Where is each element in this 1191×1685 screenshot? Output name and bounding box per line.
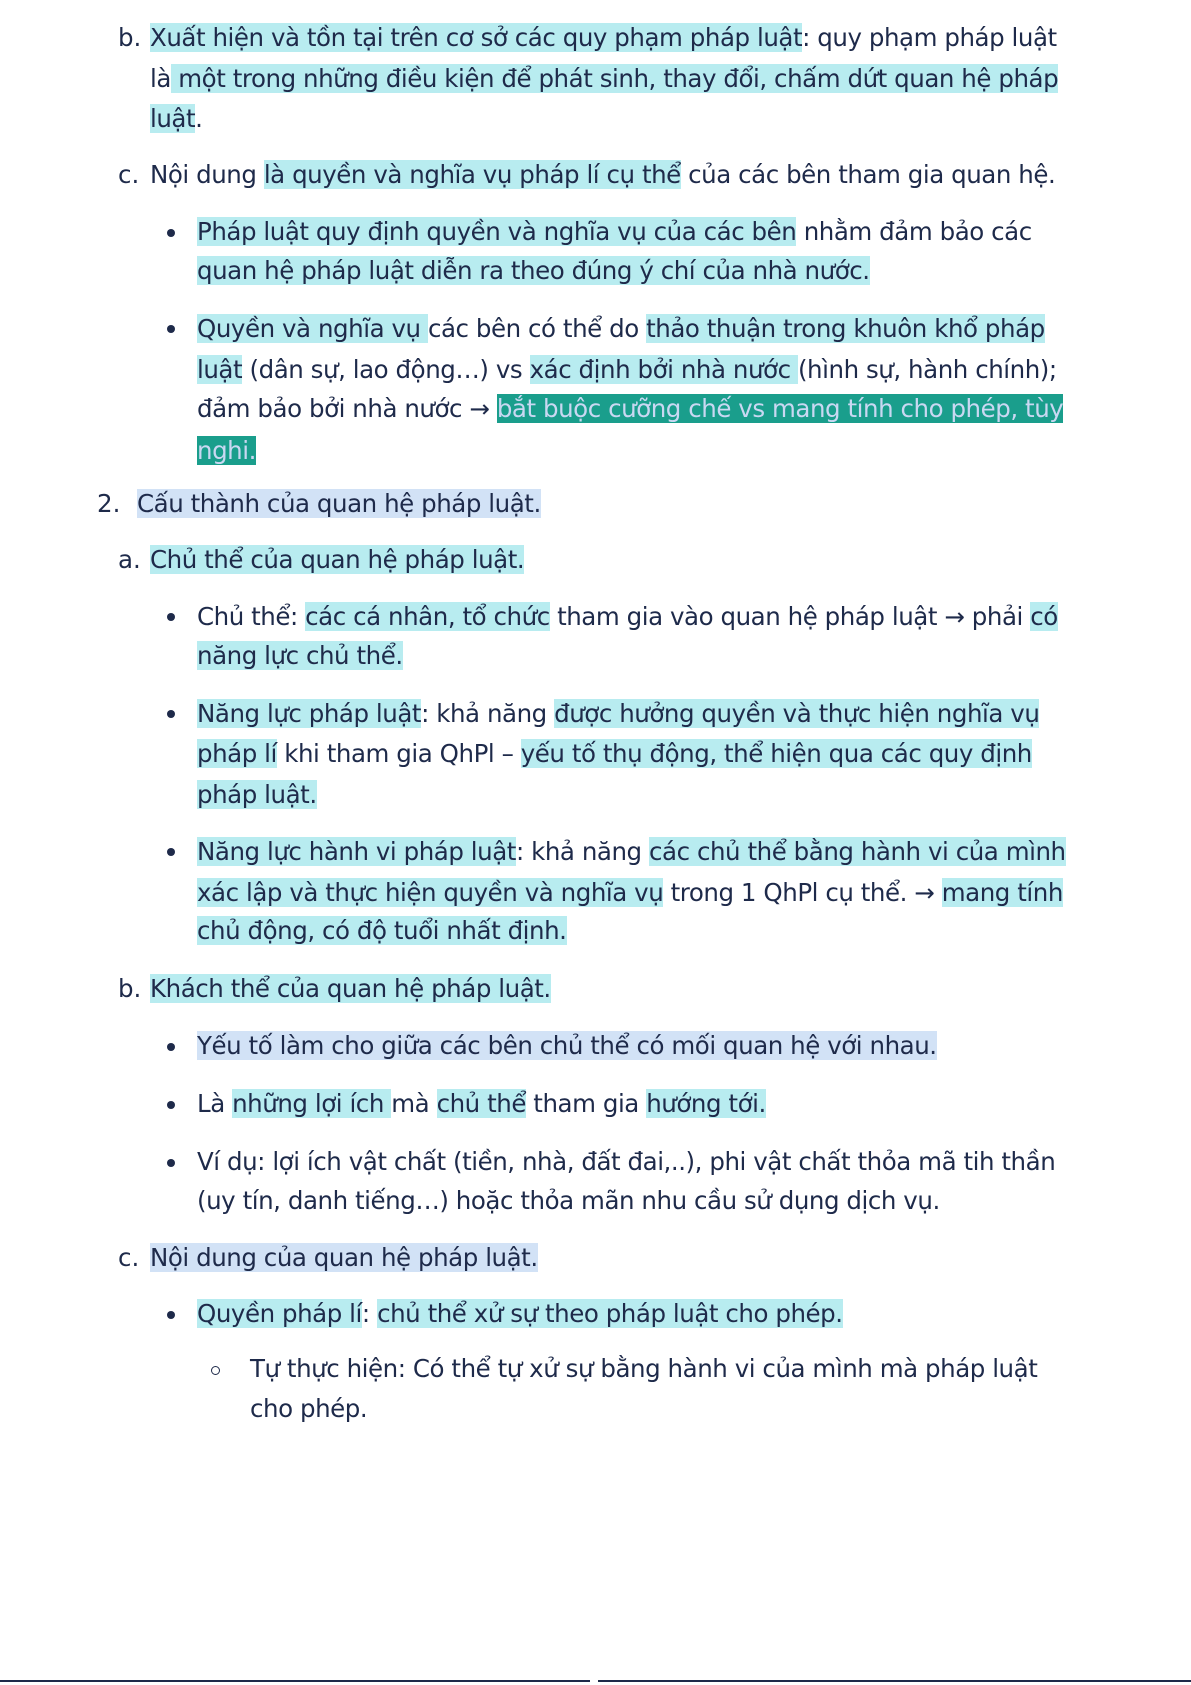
text-run: : quy phạm pháp luật xyxy=(802,23,1057,52)
highlighted-text: xác lập và thực hiện quyền và nghĩa vụ xyxy=(197,878,664,907)
highlighted-text: Yếu tố làm cho giữa các bên chủ thể có mối quan hệ với nhau. xyxy=(197,1031,937,1060)
highlighted-text: Cấu thành của quan hệ pháp luật. xyxy=(137,489,541,518)
text-run: Tự thực hiện: Có thể tự xử sự bằng hành vi của mình mà pháp luật xyxy=(250,1354,1038,1383)
highlighted-text: xác định bởi nhà nước xyxy=(529,355,798,384)
highlighted-text: năng lực chủ thể. xyxy=(197,641,403,670)
text-run: Nội dung xyxy=(150,160,264,189)
text-run: (dân sự, lao động…) vs xyxy=(242,355,530,384)
bullet xyxy=(167,1159,175,1167)
highlighted-text: thảo thuận trong khuôn khổ pháp xyxy=(646,314,1045,343)
bullet xyxy=(167,710,175,718)
list-marker-a: a. xyxy=(118,545,141,574)
highlighted-text: một trong những điều kiện để phát sinh, thay đổi, chấm dứt quan hệ pháp xyxy=(170,64,1059,93)
text-line xyxy=(150,970,551,1008)
highlighted-text: Năng lực hành vi pháp luật xyxy=(197,837,516,866)
text-line xyxy=(197,252,870,290)
text-line xyxy=(197,1143,1055,1181)
text-run: Là xyxy=(197,1089,233,1118)
highlighted-text: luật xyxy=(197,355,243,384)
highlighted-text: chủ động, có độ tuổi nhất định. xyxy=(197,916,567,945)
highlighted-text: các cá nhân, tổ chức xyxy=(305,602,550,631)
highlighted-text: pháp lí xyxy=(197,739,277,768)
text-line xyxy=(197,735,1032,773)
list-marker-b: b. xyxy=(118,23,142,52)
text-run: : xyxy=(361,1299,378,1328)
highlighted-text: các chủ thể bằng hành vi của mình xyxy=(649,837,1066,866)
text-run: nhằm đảm bảo các xyxy=(796,217,1032,246)
text-line xyxy=(197,637,403,675)
text-run: trong 1 QhPl cụ thể. → xyxy=(663,878,942,907)
highlighted-text: Chủ thể của quan hệ pháp luật. xyxy=(150,545,525,574)
highlighted-text: Xuất hiện và tồn tại trên cơ sở các quy phạm pháp luật xyxy=(150,23,803,52)
highlighted-text: chủ thể xyxy=(436,1089,526,1118)
list-marker-2: 2. xyxy=(97,489,121,518)
text-line xyxy=(150,100,203,138)
text-line xyxy=(150,156,1055,194)
list-marker-c: c. xyxy=(118,1243,140,1272)
page-bottom-rule xyxy=(0,1680,1191,1682)
highlighted-text: Pháp luật quy định quyền và nghĩa vụ của các bên xyxy=(197,217,797,246)
text-line xyxy=(197,432,256,470)
highlighted-text: có xyxy=(1030,602,1058,631)
text-run: là xyxy=(150,64,171,93)
highlighted-text: hướng tới. xyxy=(646,1089,766,1118)
text-line xyxy=(197,390,1063,428)
highlighted-text: những lợi ích xyxy=(232,1089,392,1118)
text-line xyxy=(197,1295,843,1333)
highlighted-text: Năng lực pháp luật xyxy=(197,699,422,728)
text-line xyxy=(197,310,1045,348)
text-run: : khả năng xyxy=(515,837,649,866)
text-line xyxy=(197,351,1057,389)
text-line xyxy=(137,485,541,523)
text-run: : khả năng xyxy=(421,699,555,728)
highlighted-text: yếu tố thụ động, thể hiện qua các quy định xyxy=(520,739,1032,768)
text-line xyxy=(197,1027,937,1065)
text-run: tham gia xyxy=(525,1089,647,1118)
text-run: (hình sự, hành chính); xyxy=(797,355,1057,384)
bullet xyxy=(167,1043,175,1051)
text-run: tham gia vào quan hệ pháp luật → phải xyxy=(549,602,1031,631)
text-run: Chủ thể: xyxy=(197,602,306,631)
text-line xyxy=(150,541,524,579)
list-marker-c: c. xyxy=(118,160,140,189)
text-line xyxy=(250,1390,367,1428)
bullet xyxy=(167,325,175,333)
highlighted-text: quan hệ pháp luật diễn ra theo đúng ý chí của nhà nước. xyxy=(197,256,870,285)
text-line xyxy=(197,695,1039,733)
text-run: cho phép. xyxy=(250,1394,368,1423)
highlighted-text: Quyền pháp lí xyxy=(197,1299,362,1328)
text-run: mà xyxy=(391,1089,437,1118)
bullet xyxy=(167,1311,175,1319)
text-line xyxy=(150,19,1057,57)
text-run: đảm bảo bởi nhà nước → xyxy=(197,394,497,423)
bullet xyxy=(167,1101,175,1109)
text-run: (uy tín, danh tiếng…) hoặc thỏa mãn nhu cầu sử dụng dịch vụ. xyxy=(197,1186,940,1215)
text-line xyxy=(197,213,1032,251)
bullet xyxy=(167,848,175,856)
highlighted-text: nghi. xyxy=(197,436,256,465)
highlighted-text: Quyền và nghĩa vụ xyxy=(197,314,428,343)
highlighted-text: được hưởng quyền và thực hiện nghĩa vụ xyxy=(554,699,1040,728)
highlighted-text: chủ thể xử sự theo pháp luật cho phép. xyxy=(377,1299,843,1328)
highlighted-text: bắt buộc cưỡng chế vs mang tính cho phép, tùy xyxy=(496,394,1064,423)
sub-bullet xyxy=(211,1366,220,1375)
highlighted-text: mang tính xyxy=(941,878,1063,907)
text-line xyxy=(150,1239,538,1277)
highlighted-text: luật xyxy=(150,104,196,133)
highlighted-text: Nội dung của quan hệ pháp luật. xyxy=(150,1243,538,1272)
text-run: khi tham gia QhPl – xyxy=(276,739,521,768)
text-line xyxy=(150,60,1058,98)
text-run: Ví dụ: lợi ích vật chất (tiền, nhà, đất đai,..), phi vật chất thỏa mã tih thần xyxy=(197,1147,1056,1176)
text-line xyxy=(197,1182,940,1220)
text-line xyxy=(250,1350,1037,1388)
text-run: . xyxy=(195,104,203,133)
text-run: của các bên tham gia quan hệ. xyxy=(680,160,1056,189)
text-line xyxy=(197,833,1066,871)
text-line xyxy=(197,1085,766,1123)
text-line xyxy=(197,874,1063,912)
text-line xyxy=(197,598,1058,636)
text-line xyxy=(197,776,317,814)
highlighted-text: là quyền và nghĩa vụ pháp lí cụ thể xyxy=(263,160,681,189)
bullet xyxy=(167,613,175,621)
bullet xyxy=(167,229,175,237)
text-line xyxy=(197,912,567,950)
list-marker-b: b. xyxy=(118,974,142,1003)
highlighted-text: pháp luật. xyxy=(197,780,317,809)
text-run: các bên có thể do xyxy=(427,314,647,343)
highlighted-text: Khách thể của quan hệ pháp luật. xyxy=(150,974,551,1003)
